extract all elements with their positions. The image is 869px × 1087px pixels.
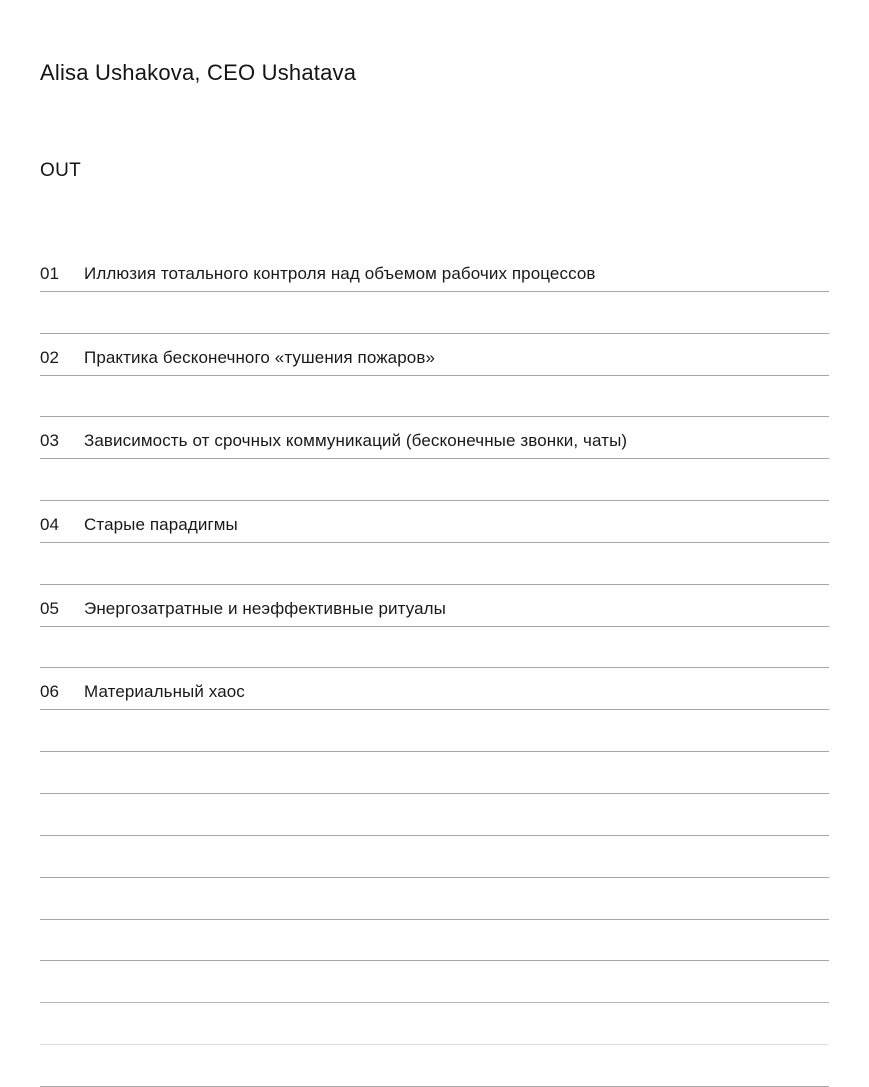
ruled-line-empty (40, 878, 829, 920)
ruled-line-empty (40, 459, 829, 501)
page-title: Alisa Ushakova, CEO Ushatava (40, 60, 357, 85)
list-item (40, 668, 829, 710)
ruled-line-empty (40, 292, 829, 334)
list-item-number: 03 (40, 431, 59, 451)
ruled-line-empty (40, 836, 829, 878)
list-item (40, 417, 829, 459)
list-item (40, 334, 829, 376)
ruled-line-empty (40, 1003, 829, 1045)
list-item-label: Зависимость от срочных коммуникаций (бесконечные звонки, чаты) (84, 431, 628, 451)
ruled-line-empty (40, 1045, 829, 1087)
ruled-line-empty (40, 376, 829, 418)
list-item (40, 585, 829, 627)
list-item-label: Практика бесконечного «тушения пожаров» (84, 347, 436, 367)
ruled-line-empty (40, 961, 829, 1003)
ruled-line-empty (40, 543, 829, 585)
list-item-label: Старые парадигмы (84, 514, 238, 534)
list-item (40, 250, 829, 292)
ruled-line-empty (40, 794, 829, 836)
list-item-number: 01 (40, 263, 59, 283)
list-item-number: 04 (40, 514, 59, 534)
list-item (40, 501, 829, 543)
ruled-line-empty (40, 752, 829, 794)
ruled-line-empty (40, 710, 829, 752)
list-item-number: 06 (40, 682, 59, 702)
section-label: OUT (40, 160, 82, 181)
out-list (40, 250, 829, 1087)
list-item-label: Энергозатратные и неэффективные ритуалы (84, 598, 446, 618)
list-item-label: Иллюзия тотального контроля над объемом рабочих процессов (84, 263, 596, 283)
list-item-number: 05 (40, 598, 59, 618)
ruled-line-empty (40, 627, 829, 669)
list-item-label: Материальный хаос (84, 682, 245, 702)
ruled-line-empty (40, 920, 829, 962)
list-item-number: 02 (40, 347, 59, 367)
